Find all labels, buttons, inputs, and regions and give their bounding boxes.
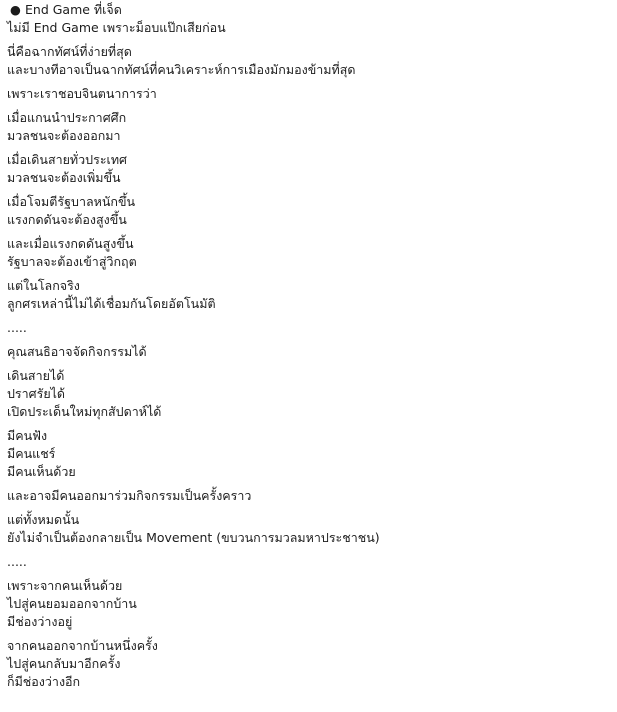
text-line: คุณสนธิอาจจัดกิจกรรมได้ [7, 344, 147, 359]
text-line: แรงกดดันจะต้องสูงขึ้น [7, 212, 127, 227]
paragraph [7, 85, 607, 103]
text-line: รัฐบาลจะต้องเข้าสู่วิกฤต [7, 254, 137, 269]
text-line: ..... [7, 554, 27, 569]
text-line: ปราศรัยได้ [7, 386, 66, 401]
text-line: มวลชนจะต้องออกมา [7, 128, 121, 143]
text-line: และบางทีอาจเป็นฉากทัศน์ที่คนวิเคราะห์การเมืองมักมองข้ามที่สุด [7, 62, 356, 77]
paragraph [7, 43, 607, 79]
text-line: มีคนฟัง [7, 428, 48, 443]
text-line: เมื่อเดินสายทั่วประเทศ [7, 152, 127, 167]
text-line: เมื่อโจมตีรัฐบาลหนักขึ้น [7, 194, 136, 209]
text-line: ก็มีช่องว่างอีก [7, 674, 81, 689]
text-line: ไม่มี End Game เพราะม็อบแป๊กเสียก่อน [7, 20, 226, 35]
text-line: แต่ในโลกจริง [7, 278, 80, 293]
paragraph [7, 577, 607, 631]
paragraph [7, 151, 607, 187]
text-line: เดินสายได้ [7, 368, 65, 383]
text-line: ..... [7, 320, 27, 335]
paragraph [7, 343, 607, 361]
text-line: จากคนออกจากบ้านหนึ่งครั้ง [7, 638, 158, 653]
paragraph [7, 367, 607, 421]
paragraph [7, 511, 607, 547]
text-line: และอาจมีคนออกมาร่วมกิจกรรมเป็นครั้งคราว [7, 488, 252, 503]
text-line: นี่คือฉากทัศน์ที่ง่ายที่สุด [7, 44, 132, 59]
text-line: มวลชนจะต้องเพิ่มขึ้น [7, 170, 121, 185]
paragraph [7, 553, 607, 571]
text-line: แต่ทั้งหมดนั้น [7, 512, 80, 527]
text-line: ยังไม่จำเป็นต้องกลายเป็น Movement (ขบวนการมวลมหาประชาชน) [7, 530, 380, 545]
paragraph [7, 637, 607, 691]
text-line: มีคนเห็นด้วย [7, 464, 76, 479]
bullet-icon: ● [10, 2, 21, 17]
text-line: มีคนแชร์ [7, 446, 56, 461]
paragraph [7, 193, 607, 229]
paragraph [7, 109, 607, 145]
paragraph [7, 427, 607, 481]
text-line: เมื่อแกนนำประกาศศึก [7, 110, 127, 125]
section-heading [7, 1, 607, 19]
paragraph [7, 19, 607, 37]
paragraph-list [7, 19, 607, 691]
text-line: ไปสู่คนยอมออกจากบ้าน [7, 596, 137, 611]
text-line: เพราะเราชอบจินตนาการว่า [7, 86, 157, 101]
text-line: ไปสู่คนกลับมาอีกครั้ง [7, 656, 121, 671]
text-line: และเมื่อแรงกดดันสูงขึ้น [7, 236, 134, 251]
paragraph [7, 487, 607, 505]
text-line: เพราะจากคนเห็นด้วย [7, 578, 123, 593]
section-heading-text: End Game ที่เจ็ด [25, 2, 122, 17]
paragraph [7, 319, 607, 337]
post-body [7, 1, 607, 691]
text-line: มีช่องว่างอยู่ [7, 614, 73, 629]
text-line: ลูกศรเหล่านี้ไม่ได้เชื่อมกันโดยอัตโนมัติ [7, 296, 216, 311]
paragraph [7, 277, 607, 313]
text-line: เปิดประเด็นใหม่ทุกสัปดาห์ได้ [7, 404, 162, 419]
paragraph [7, 235, 607, 271]
